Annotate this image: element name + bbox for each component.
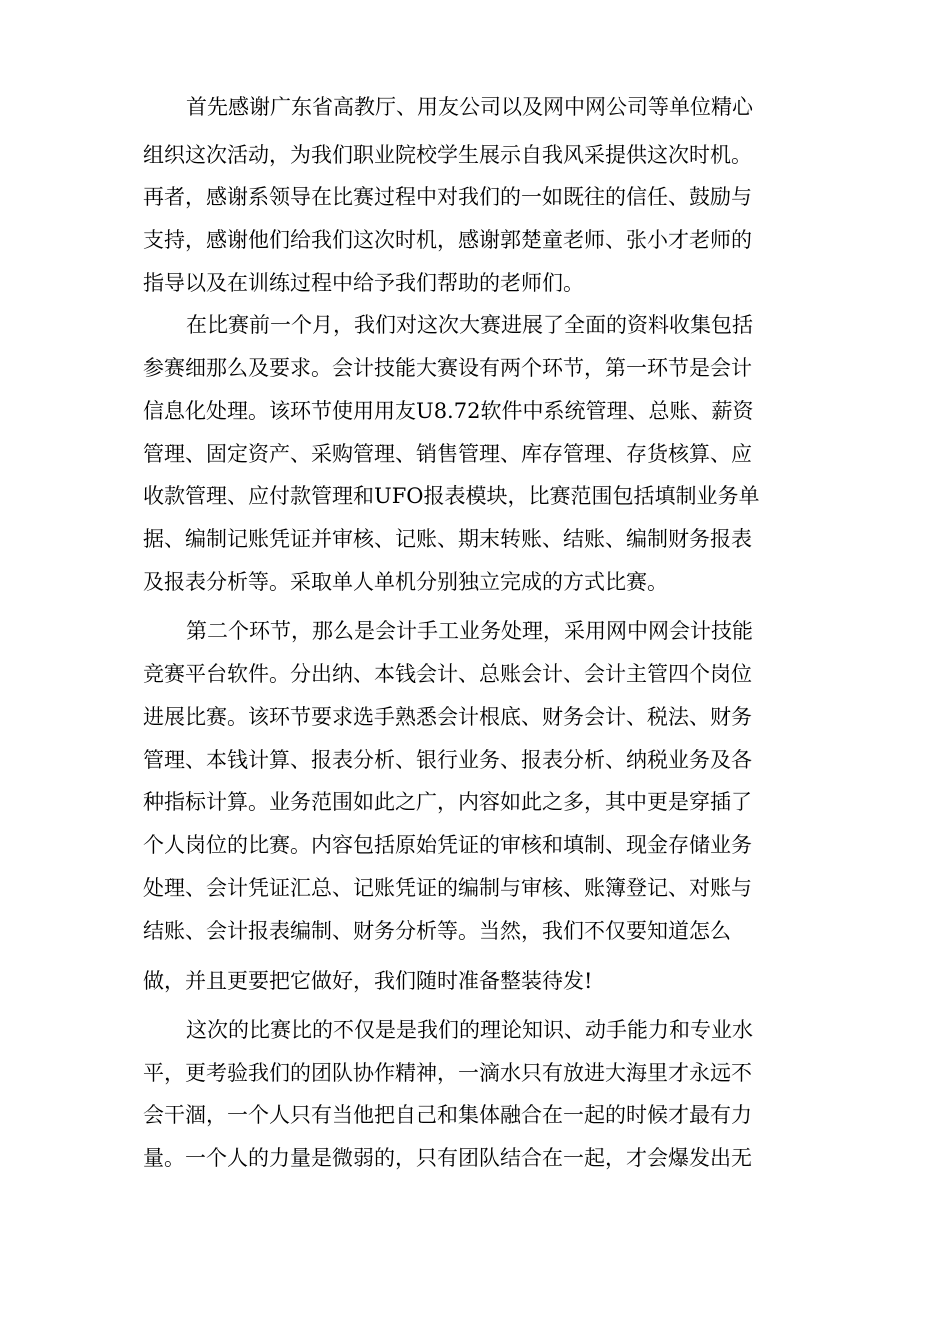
paragraph-line: 在比赛前一个月，我们对这次大赛进展了全面的资料收集包括	[186, 313, 753, 337]
paragraph-line: 信息化处理。该环节使用用友U8.72软件中系统管理、总账、薪资	[143, 399, 754, 423]
paragraph-line: 支持，感谢他们给我们这次时机，感谢郭楚童老师、张小才老师的	[143, 228, 752, 252]
paragraph-line: 进展比赛。该环节要求选手熟悉会计根底、财务会计、税法、财务	[143, 705, 752, 729]
paragraph-line: 种指标计算。业务范围如此之广，内容如此之多，其中更是穿插了	[143, 790, 752, 814]
paragraph-line: 量。一个人的力量是微弱的，只有团队结合在一起，才会爆发出无	[143, 1146, 752, 1170]
paragraph-line: 第二个环节，那么是会计手工业务处理，采用网中网会计技能	[186, 619, 753, 643]
paragraph-line: 首先感谢广东省高教厅、用友公司以及网中网公司等单位精心	[186, 95, 753, 119]
paragraph-line: 这次的比赛比的不仅是是我们的理论知识、动手能力和专业水	[186, 1018, 753, 1042]
paragraph-line: 据、编制记账凭证并审核、记账、期末转账、结账、编制财务报表	[143, 527, 752, 551]
paragraph-line: 及报表分析等。采取单人单机分别独立完成的方式比赛。	[143, 570, 668, 594]
paragraph-line: 参赛细那么及要求。会计技能大赛设有两个环节，第一环节是会计	[143, 356, 752, 380]
paragraph-line: 平，更考验我们的团队协作精神，一滴水只有放进大海里才永远不	[143, 1061, 752, 1085]
paragraph-line: 个人岗位的比赛。内容包括原始凭证的审核和填制、现金存储业务	[143, 833, 752, 857]
paragraph-line: 结账、会计报表编制、财务分析等。当然，我们不仅要知道怎么	[143, 919, 731, 943]
paragraph-line: 收款管理、应付款管理和UFO报表模块，比赛范围包括填制业务单	[143, 484, 760, 508]
paragraph-line: 处理、会计凭证汇总、记账凭证的编制与审核、账簿登记、对账与	[143, 876, 752, 900]
paragraph-line: 做，并且更要把它做好，我们随时准备整装待发!	[143, 969, 593, 993]
paragraph-line: 会干涸，一个人只有当他把自己和集体融合在一起的时候才最有力	[143, 1103, 752, 1127]
paragraph-line: 竞赛平台软件。分出纳、本钱会计、总账会计、会计主管四个岗位	[143, 662, 752, 686]
paragraph-line: 管理、固定资产、采购管理、销售管理、库存管理、存货核算、应	[143, 442, 752, 466]
paragraph-line: 组织这次活动，为我们职业院校学生展示自我风采提供这次时机。	[143, 143, 752, 167]
paragraph-line: 再者，感谢系领导在比赛过程中对我们的一如既往的信任、鼓励与	[143, 185, 752, 209]
paragraph-line: 指导以及在训练过程中给予我们帮助的老师们。	[143, 271, 584, 295]
paragraph-line: 管理、本钱计算、报表分析、银行业务、报表分析、纳税业务及各	[143, 748, 752, 772]
